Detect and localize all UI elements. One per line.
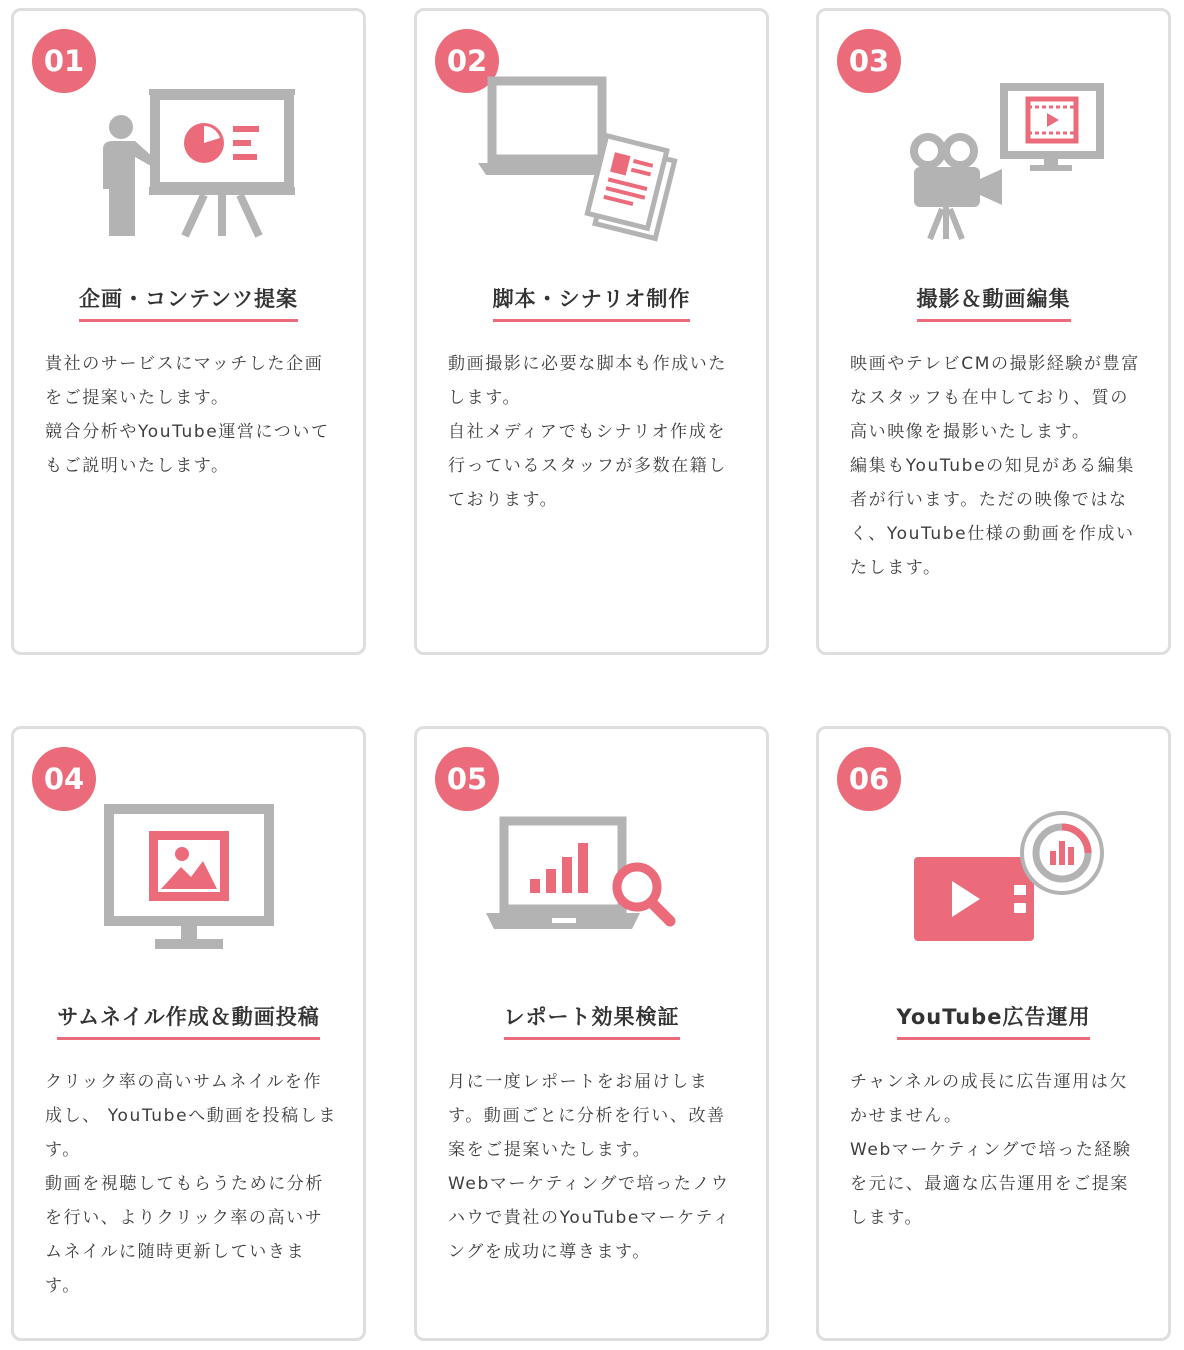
card-title: レポート効果検証 (504, 1001, 680, 1040)
step-number-badge: 04 (32, 747, 96, 811)
step-number-badge: 03 (837, 29, 901, 93)
video-camera-monitor-icon (874, 71, 1114, 251)
description-paragraph: 競合分析やYouTube運営についてもご説明いたします。 (45, 422, 330, 476)
description-paragraph: 自社メディアでもシナリオ作成を行っているスタッフが多数在籍しております。 (448, 422, 727, 510)
card-title: YouTube広告運用 (897, 1001, 1091, 1040)
service-card-planning (11, 8, 366, 655)
description-paragraph: クリック率の高いサムネイルを作成し、 YouTubeへ動画を投稿します。 (45, 1072, 337, 1160)
description-paragraph: 月に一度レポートをお届けします。動画ごとに分析を行い、改善案をご提案いたします。 (448, 1072, 726, 1160)
service-card-shooting (816, 8, 1171, 655)
description-paragraph: 動画を視聴してもらうために分析を行い、よりクリック率の高いサムネイルに随時更新していきます。 (45, 1174, 324, 1296)
description-paragraph: 編集もYouTubeの知見がある編集者が行います。ただの映像ではなく、YouTube仕様の動画を作成いたします。 (850, 456, 1135, 578)
card-title: 撮影＆動画編集 (917, 283, 1071, 322)
description-paragraph: 貴社のサービスにマッチした企画をご提案いたします。 (45, 354, 324, 408)
card-description (850, 1065, 1144, 1235)
card-description (850, 347, 1144, 585)
laptop-chart-search-icon (472, 789, 712, 969)
step-number-badge: 05 (435, 747, 499, 811)
card-description (448, 347, 742, 517)
step-number-badge: 06 (837, 747, 901, 811)
card-title: 脚本・シナリオ制作 (493, 283, 691, 322)
card-description (45, 1065, 339, 1303)
service-card-script (414, 8, 769, 655)
presentation-icon (69, 71, 309, 251)
description-paragraph: チャンネルの成長に広告運用は欠かせません。 (850, 1072, 1128, 1126)
step-number-badge: 01 (32, 29, 96, 93)
step-number-badge: 02 (435, 29, 499, 93)
card-description (448, 1065, 742, 1269)
description-paragraph: 動画撮影に必要な脚本も作成いたします。 (448, 354, 727, 408)
card-title: サムネイル作成＆動画投稿 (57, 1001, 320, 1040)
description-paragraph: Webマーケティングで培ったノウハウで貴社のYouTubeマーケティングを成功に導きます。 (448, 1174, 732, 1262)
video-analytics-icon (874, 789, 1114, 969)
card-title: 企画・コンテンツ提案 (79, 283, 298, 322)
description-paragraph: Webマーケティングで培った経験を元に、最適な広告運用をご提案します。 (850, 1140, 1132, 1228)
laptop-document-icon (472, 71, 712, 251)
card-description (45, 347, 339, 483)
service-card-thumbnail (11, 726, 366, 1341)
service-card-ads (816, 726, 1171, 1341)
image-monitor-icon (69, 789, 309, 969)
service-card-report (414, 726, 769, 1341)
description-paragraph: 映画やテレビCMの撮影経験が豊富なスタッフも在中しており、質の高い映像を撮影いたします。 (850, 354, 1140, 442)
